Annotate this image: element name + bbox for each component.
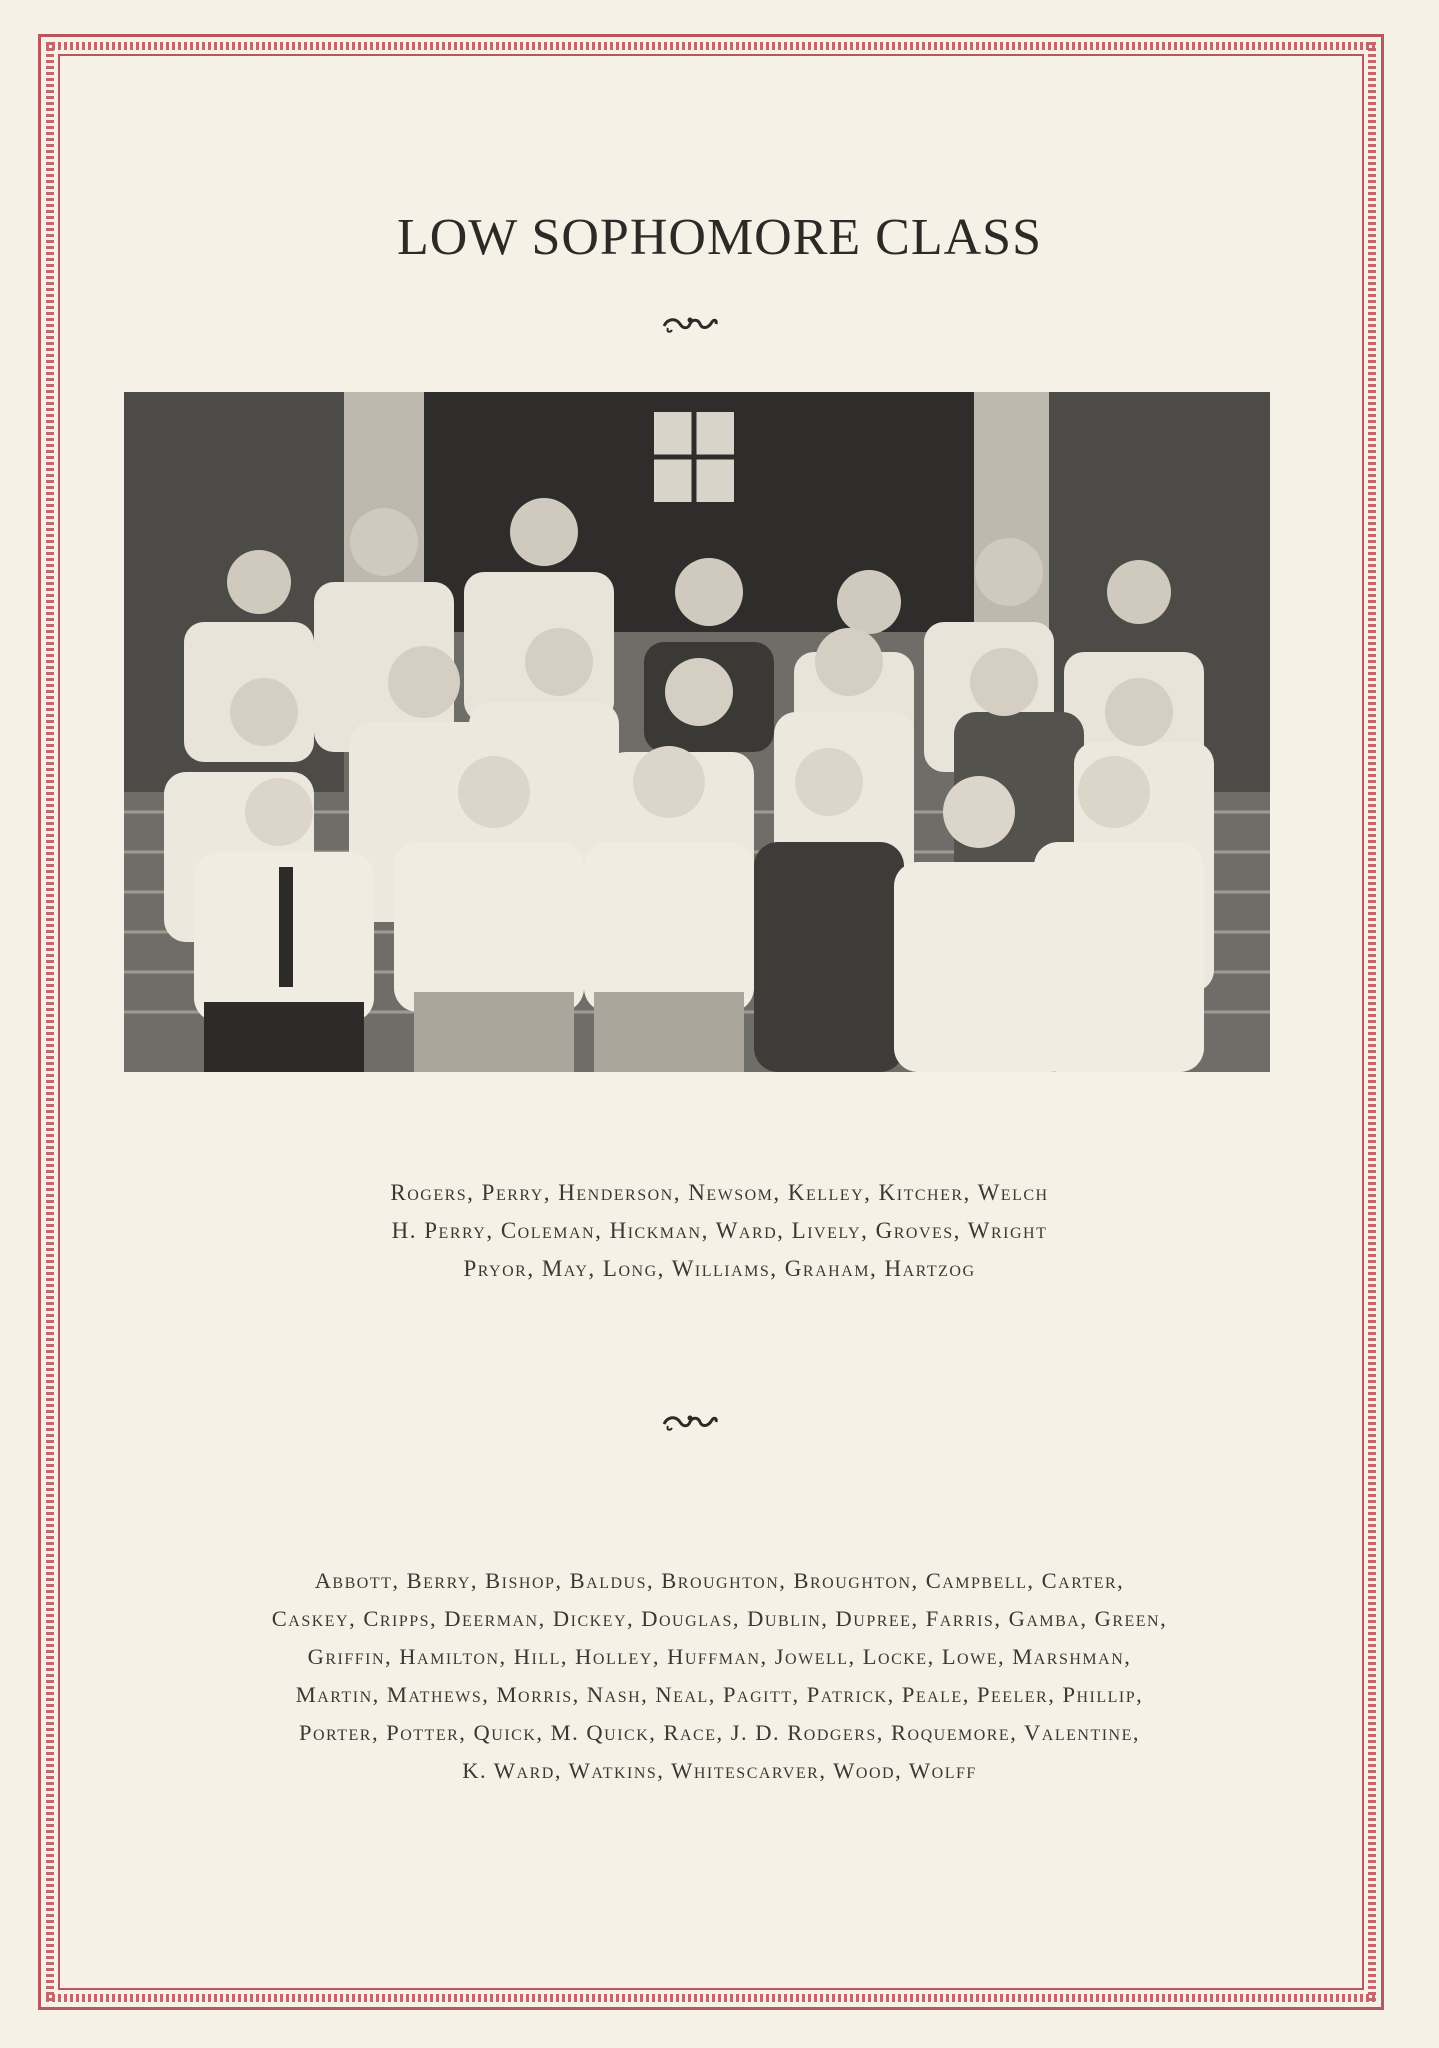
caption-line-2: H. Perry, Coleman, Hickman, Ward, Lively, Groves, Wright [391,1218,1048,1243]
roll-line-5: Porter, Potter, Quick, M. Quick, Race, J. D. Rodgers, Roquemore, Valentine, [298,1720,1141,1745]
page-border-dash-bottom [46,1994,1376,2002]
page-border-dash-top [46,42,1376,50]
roll-line-6: K. Ward, Watkins, Whitescarver, Wood, Wolff [462,1758,977,1783]
roll-line-1: Abbott, Berry, Bishop, Baldus, Broughton, Broughton, Campbell, Carter, [314,1568,1125,1593]
photo-scene [124,392,1270,1072]
class-roll [0,1562,1439,1790]
caption-line-1: Rogers, Perry, Henderson, Newsom, Kelley, Kitcher, Welch [390,1180,1049,1205]
caption-line-3: Pryor, May, Long, Williams, Graham, Hartzog [463,1256,976,1281]
roll-line-3: Griffin, Hamilton, Hill, Holley, Huffman, Jowell, Locke, Lowe, Marshman, [307,1644,1132,1669]
roll-line-2: Caskey, Cripps, Deerman, Dickey, Douglas, Dublin, Dupree, Farris, Gamba, Green, [271,1606,1168,1631]
fleuron-ornament-icon [660,1410,720,1434]
page-title: LOW SOPHOMORE CLASS [396,209,1043,266]
fleuron-ornament-icon [660,312,720,336]
class-group-photograph [124,392,1270,1072]
photo-caption [0,1174,1439,1288]
roll-line-4: Martin, Mathews, Morris, Nash, Neal, Pagitt, Patrick, Peale, Peeler, Phillip, [295,1682,1144,1707]
